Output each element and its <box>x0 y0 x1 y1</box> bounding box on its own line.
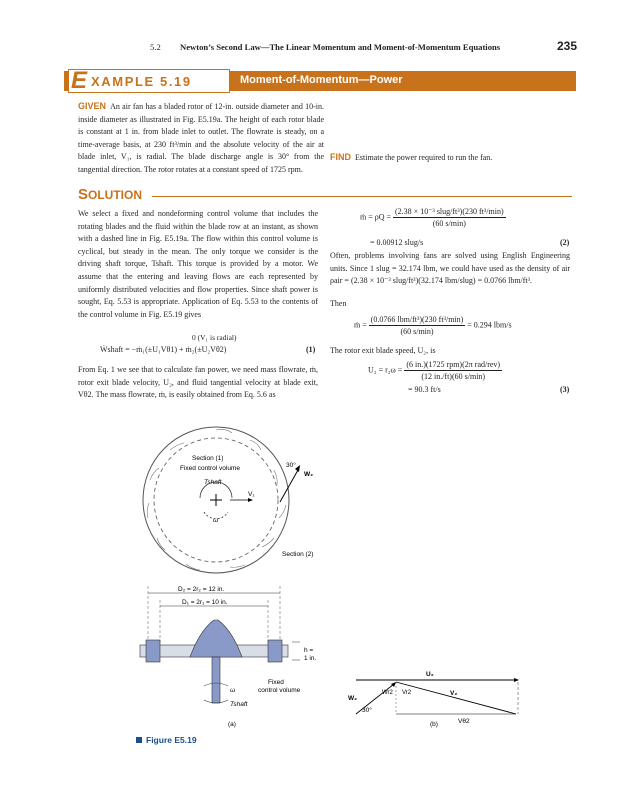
eq4 <box>368 360 502 381</box>
v2-vector <box>396 682 516 714</box>
example-label-box <box>68 69 230 93</box>
angle-b-label: 30° <box>362 707 372 714</box>
h-value: 1 in. <box>304 655 317 662</box>
eq2-denominator: (60 s/min) <box>432 219 466 228</box>
panel-b-label: (b) <box>430 721 438 728</box>
solution-para-4: The rotor exit blade speed, U₂, is <box>330 346 436 355</box>
eq4-denominator: (12 in./ft)(60 s/min) <box>421 372 486 381</box>
omega-label-side: ω <box>230 687 236 694</box>
vtheta2-label: Vθ2 <box>458 718 470 725</box>
blade-left <box>146 640 160 662</box>
figure-caption-text: Figure E5.19 <box>146 735 197 745</box>
eq2-numerator: (2.38 × 10⁻³ slug/ft³)(230 ft³/min) <box>395 207 504 216</box>
section-1-label: Section (1) <box>192 455 224 462</box>
vr2-label: Vr2 <box>402 690 412 696</box>
fixed-cv-label: Fixed control volume <box>180 465 240 472</box>
cv-label: control volume <box>258 687 301 694</box>
shaft <box>212 657 220 703</box>
eq2 <box>360 207 506 228</box>
eq1: Ẇshaft = −ṁ₁(±U₁Vθ1) + ṁ₂(±U₂Vθ2) <box>100 345 227 354</box>
example-title: Moment-of-Momentum—Power <box>240 74 403 86</box>
then-text: Then <box>330 299 347 308</box>
u2-arrowhead <box>514 678 519 682</box>
fixed-label: Fixed <box>268 679 284 686</box>
angle-label: 30° <box>286 462 296 469</box>
eq2-number: (2) <box>560 238 570 247</box>
find-block <box>330 151 570 165</box>
eq2-fraction <box>393 207 506 228</box>
v1-label: V₁ <box>248 491 255 498</box>
v1-arrowhead <box>248 498 253 502</box>
page-number: 235 <box>556 39 577 53</box>
eq3-fraction <box>369 315 466 336</box>
eq1-annotation: 0 (V₁ is radial) <box>192 333 237 342</box>
solution-rest: OLUTION <box>88 188 143 202</box>
figure-caption <box>136 735 197 745</box>
find-label: FIND <box>330 152 351 162</box>
eq3-denominator: (60 s/min) <box>400 327 434 336</box>
v2-label: V₂ <box>450 690 458 697</box>
eq4-result: = 90.3 ft/s <box>408 385 441 394</box>
panel-a-label: (a) <box>228 721 236 728</box>
given-label: GIVEN <box>78 101 107 111</box>
section-2-label: Section (2) <box>282 551 314 558</box>
example-number: XAMPLE 5.19 <box>91 74 192 89</box>
w2-label: W₂ <box>304 471 314 478</box>
solution-rule <box>152 196 572 197</box>
solution-heading <box>78 186 142 203</box>
eq2-lhs: ṁ = ρQ = <box>360 212 392 222</box>
eq3-result: = 0.294 lbm/s <box>467 320 512 330</box>
w2b-label: W₂ <box>348 695 358 702</box>
solution-initial: S <box>78 186 89 203</box>
solution-para-1: We select a fixed and nondeforming control volume that includes the rotating blades and the fluid within the blade row at an instant, as shown with a dashed line in Fig. E5.19a. The flow within this control volume is cyclical, but steady in the mean. The only torque we consider is the driving shaft torque, Tshaft. This torque is provided by a motor. We assume that the entering and leaving flows are each represented by uniformly distributed velocities and flow properties. Since shaft power is sought, Eq. 5.53 is appropriate. Application of Eq. 5.53 to the contents of the control volume in Fig. E5.19 gives <box>78 209 318 319</box>
caption-marker-icon <box>136 737 142 743</box>
eq4-numerator: (6 in.)(1725 rpm)(2π rad/rev) <box>406 360 501 369</box>
eq3-numerator: (0.0766 lbm/ft³)(230 ft³/min) <box>370 315 464 324</box>
figure-e5-19 <box>120 420 540 732</box>
solution-para-2: From Eq. 1 we see that to calculate fan power, we need mass flowrate, ṁ, rotor exit blade velocity, U₂, and fluid tangential velocity at blade exit, Vθ2. The mass flowrate, ṁ, is easily obtained from Eq. 5.6 as <box>78 365 318 400</box>
hub <box>190 620 242 657</box>
section-number: 5.2 <box>150 42 161 52</box>
wr2-label: Wr2 <box>382 690 393 696</box>
eq2-result: = 0.00912 slug/s <box>370 238 424 247</box>
eq4-fraction <box>404 360 502 381</box>
find-text: Estimate the power required to run the fan. <box>355 153 493 162</box>
u2-label: U₂ <box>426 671 434 678</box>
tshaft-label: Tshaft <box>204 479 222 486</box>
h-label: h = <box>304 647 314 654</box>
omega-label: ω <box>213 517 219 524</box>
header-title: Newton’s Second Law—The Linear Momentum and Moment-of-Momentum Equations <box>180 42 501 52</box>
d1-label: D₁ = 2r₁ = 10 in. <box>182 599 228 606</box>
eq4-lhs: U₂ = r₂ω = <box>368 365 403 375</box>
eq4-number: (3) <box>560 385 570 394</box>
tshaft-label-side: Tshaft <box>230 701 248 708</box>
d2-label: D₂ = 2r₂ = 12 in. <box>178 586 225 593</box>
given-block <box>78 100 324 177</box>
given-text: An air fan has a bladed rotor of 12-in. outside diameter and 10-in. inside diameter as illustrated in Fig. E5.19a. The height of each rotor blade is constant at 1 in. from blade inlet to outlet. The flowrate is steady, on a time-average basis, at 230 ft³/min and the absolute velocity of the air at blade inlet, V₁, is radial. The blade discharge angle is 30° from the tangential direction. The rotor rotates at a constant speed of 1725 rpm. <box>78 102 324 174</box>
eq3-lhs: ṁ = <box>354 320 367 330</box>
eq1-number: (1) <box>306 345 316 354</box>
solution-para-3: Often, problems involving fans are solved using English Engineering units. Since 1 slug = 32.174 lbm, we could have used as the density of air ρair = (2.38 × 10⁻³ slug/ft³)(32.174 lbm/slug) = 0.0766 lbm/ft³. <box>330 251 570 286</box>
example-initial: E <box>71 67 88 94</box>
eq3 <box>354 315 512 336</box>
blade-right <box>268 640 282 662</box>
